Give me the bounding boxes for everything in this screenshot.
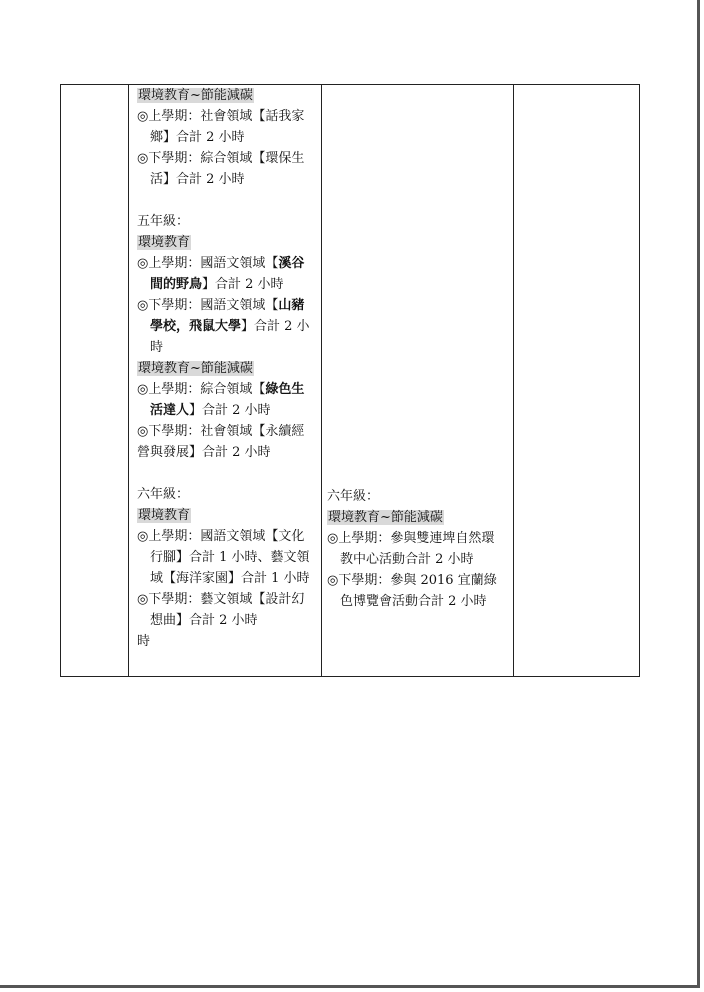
topic-heading: 環境教育 xyxy=(138,508,191,523)
course-line: ◎下學期：社會領域【永續經 xyxy=(137,424,305,439)
course-line: 活達人】合計 2 小時 xyxy=(150,403,271,418)
course-line: 學校，飛鼠大學】合計 2 小 xyxy=(150,319,310,334)
course-line: 時 xyxy=(137,634,151,649)
course-line: ◎上學期：參與雙連埤自然環 xyxy=(327,531,495,546)
course-line: 鄉】合計 2 小時 xyxy=(150,130,245,145)
topic-heading: 環境教育~節能減碳 xyxy=(138,361,253,376)
topic-heading: 環境教育~節能減碳 xyxy=(328,510,443,525)
course-line: ◎下學期：國語文領域【山豬 xyxy=(137,298,305,313)
grade-title: 六年級： xyxy=(327,489,380,504)
grade-title: 六年級： xyxy=(137,487,190,502)
curriculum-table xyxy=(60,84,640,677)
topic-heading: 環境教育 xyxy=(138,235,191,250)
course-line: ◎上學期：國語文領域【文化 xyxy=(137,529,305,544)
table-cell-left xyxy=(137,85,321,652)
table-column-divider xyxy=(321,85,322,676)
table-column-divider xyxy=(513,85,514,676)
table-cell-middle xyxy=(327,486,513,612)
course-line: 行腳】合計 1 小時、藝文領 xyxy=(150,550,310,565)
course-line: ◎上學期：綜合領域【綠色生 xyxy=(137,382,305,397)
course-line: ◎下學期：參與 2016 宜蘭綠 xyxy=(327,573,497,588)
course-line: ◎下學期：綜合領域【環保生 xyxy=(137,151,305,166)
topic-heading: 環境教育~節能減碳 xyxy=(138,88,253,103)
course-line: 想曲】合計 2 小時 xyxy=(150,613,258,628)
course-line: ◎上學期：社會領域【話我家 xyxy=(137,109,305,124)
course-line: ◎下學期：藝文領域【設計幻 xyxy=(137,592,305,607)
course-line: 教中心活動合計 2 小時 xyxy=(340,552,474,567)
course-line: 營與發展】合計 2 小時 xyxy=(137,445,271,460)
course-line: 域【海洋家園】合計 1 小時 xyxy=(150,571,310,586)
course-line: 色博覽會活動合計 2 小時 xyxy=(340,594,487,609)
course-line: 間的野鳥】合計 2 小時 xyxy=(150,277,284,292)
course-line: 活】合計 2 小時 xyxy=(150,172,245,187)
course-line: 時 xyxy=(150,340,164,355)
course-line: ◎上學期：國語文領域【溪谷 xyxy=(137,256,305,271)
grade-title: 五年級： xyxy=(137,214,190,229)
table-column-divider xyxy=(128,85,129,676)
